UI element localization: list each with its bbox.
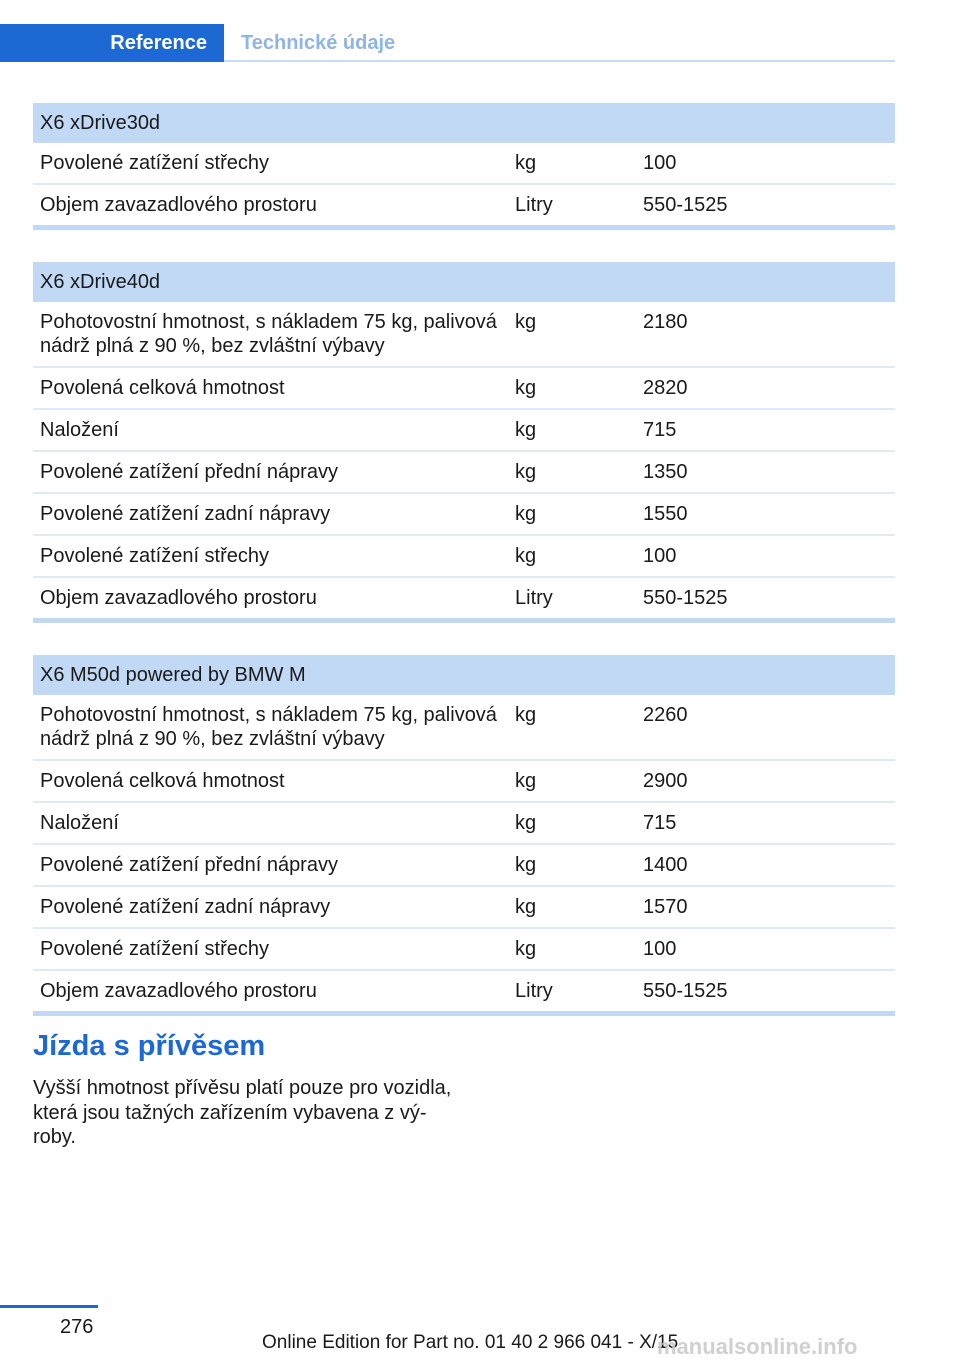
tab-technical-data[interactable]: Technické údaje <box>241 32 396 54</box>
row-label: Pohotovostní hmotnost, s nákladem 75 kg, palivová nádrž plná z 90 %, bez zvláštní výbavy <box>40 311 497 357</box>
table-row <box>33 971 895 1016</box>
table-row <box>33 185 895 230</box>
row-label: Povolené zatížení zadní nápravy <box>40 503 331 525</box>
row-unit: kg <box>515 812 537 834</box>
row-label: Povolené zatížení zadní nápravy <box>40 896 331 918</box>
spec-table <box>33 262 895 623</box>
table-row <box>33 887 895 929</box>
header-divider <box>224 60 895 62</box>
section-title: Jízda s přívěsem <box>33 1030 266 1062</box>
row-unit: kg <box>515 311 537 333</box>
row-value: 550‐1525 <box>643 194 728 216</box>
row-value: 715 <box>643 812 677 834</box>
row-label: Objem zavazadlového prostoru <box>40 587 317 609</box>
table-row <box>33 803 895 845</box>
row-label: Objem zavazadlového prostoru <box>40 194 317 216</box>
row-unit: kg <box>515 770 537 792</box>
row-label: Povolená celková hmotnost <box>40 770 285 792</box>
row-unit: kg <box>515 938 537 960</box>
row-value: 100 <box>643 152 677 174</box>
row-unit: kg <box>515 152 537 174</box>
row-unit: kg <box>515 503 537 525</box>
row-value: 2900 <box>643 770 688 792</box>
table-row <box>33 302 895 368</box>
watermark: manualsonline.info <box>657 1334 858 1359</box>
row-label: Naložení <box>40 812 119 834</box>
row-label: Povolené zatížení přední nápravy <box>40 854 338 876</box>
top-navigation <box>0 24 895 62</box>
row-value: 1400 <box>643 854 688 876</box>
table-title: X6 xDrive40d <box>33 262 895 302</box>
spec-table <box>33 655 895 1016</box>
table-row <box>33 143 895 185</box>
row-label: Povolené zatížení střechy <box>40 545 270 567</box>
row-unit: kg <box>515 896 537 918</box>
table-title: X6 xDrive30d <box>33 103 895 143</box>
row-unit: Litry <box>515 587 553 609</box>
table-row <box>33 578 895 623</box>
row-value: 100 <box>643 545 677 567</box>
row-value: 2820 <box>643 377 688 399</box>
row-value: 2180 <box>643 311 688 333</box>
table-row <box>33 368 895 410</box>
table-title: X6 M50d powered by BMW M <box>33 655 895 695</box>
row-label: Povolené zatížení střechy <box>40 938 270 960</box>
edition-text: Online Edition for Part no. 01 40 2 966 041 - X/15 <box>262 1332 679 1353</box>
table-row <box>33 536 895 578</box>
row-label: Objem zavazadlového prostoru <box>40 980 317 1002</box>
row-value: 715 <box>643 419 677 441</box>
row-unit: kg <box>515 704 537 726</box>
table-row <box>33 452 895 494</box>
row-label: Povolená celková hmotnost <box>40 377 285 399</box>
row-unit: Litry <box>515 980 553 1002</box>
row-label: Povolené zatížení přední nápravy <box>40 461 338 483</box>
row-value: 2260 <box>643 704 688 726</box>
table-row <box>33 761 895 803</box>
row-unit: kg <box>515 419 537 441</box>
row-label: Naložení <box>40 419 119 441</box>
row-value: 100 <box>643 938 677 960</box>
table-row <box>33 845 895 887</box>
row-unit: kg <box>515 461 537 483</box>
tab-reference[interactable]: Reference <box>0 24 224 62</box>
page-number: 276 <box>60 1316 94 1338</box>
row-value: 550‐1525 <box>643 980 728 1002</box>
row-label: Povolené zatížení střechy <box>40 152 270 174</box>
table-row <box>33 494 895 536</box>
row-value: 1550 <box>643 503 688 525</box>
row-unit: Litry <box>515 194 553 216</box>
table-row <box>33 929 895 971</box>
spec-tables <box>33 103 895 1048</box>
row-label: Pohotovostní hmotnost, s nákladem 75 kg, palivová nádrž plná z 90 %, bez zvláštní výbavy <box>40 704 497 750</box>
row-value: 550‐1525 <box>643 587 728 609</box>
row-unit: kg <box>515 377 537 399</box>
table-row <box>33 410 895 452</box>
table-row <box>33 695 895 761</box>
row-unit: kg <box>515 545 537 567</box>
footer-accent-line <box>0 1305 98 1308</box>
section-text: Vyšší hmotnost přívěsu platí pouze pro vozidla, která jsou tažných zařízením vybavena z vý‐ roby. <box>33 1077 452 1148</box>
row-value: 1570 <box>643 896 688 918</box>
row-unit: kg <box>515 854 537 876</box>
spec-table <box>33 103 895 230</box>
row-value: 1350 <box>643 461 688 483</box>
